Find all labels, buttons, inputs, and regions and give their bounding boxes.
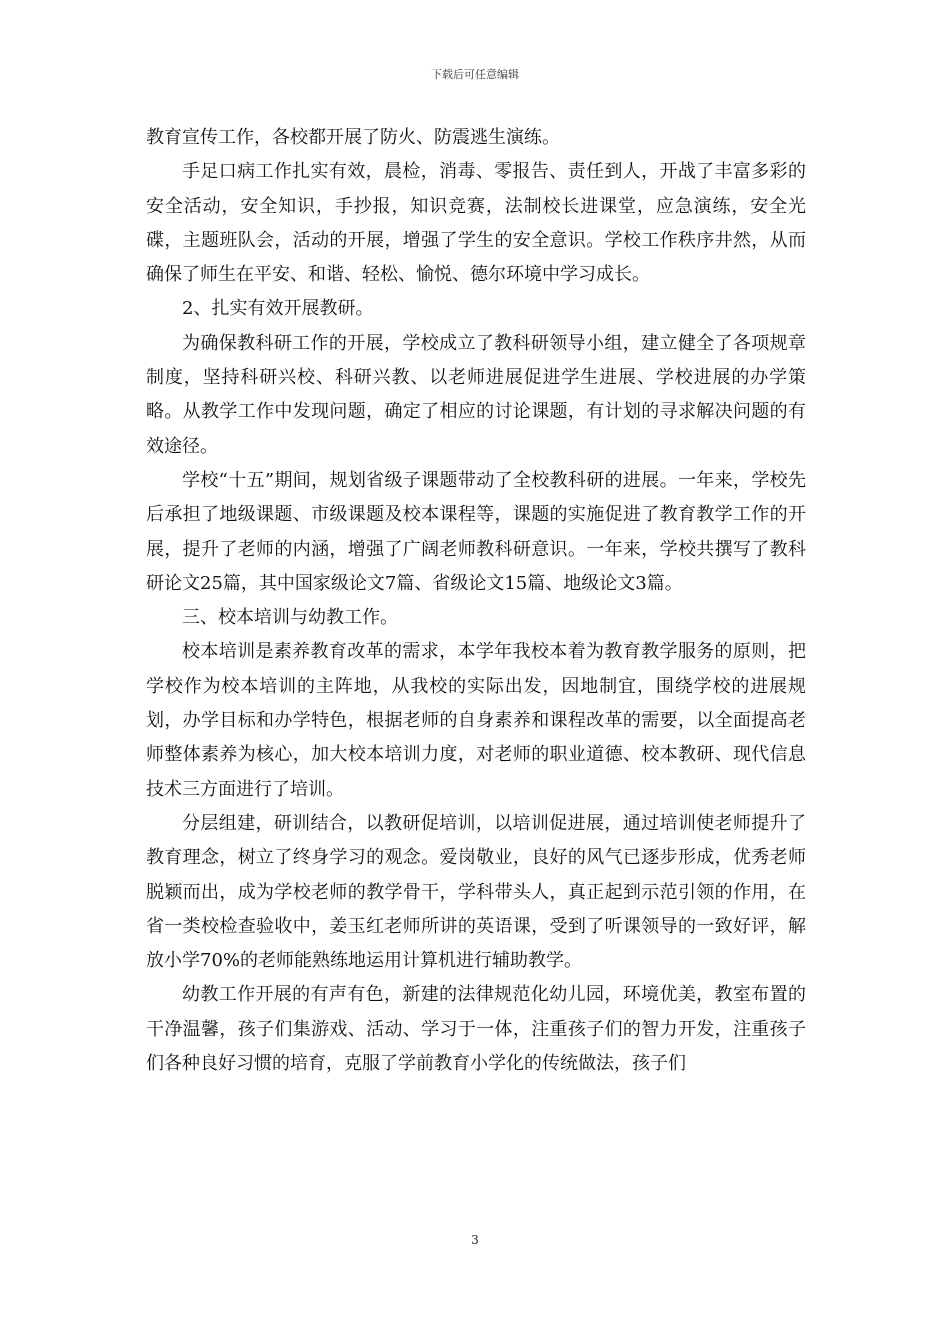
page-header: 下载后可任意编辑 <box>431 68 519 81</box>
paragraph-1: 教育宣传工作，各校都开展了防火、防震逃生演练。 <box>146 127 560 148</box>
paragraph-6-heading: 三、校本培训与幼教工作。 <box>182 607 398 629</box>
paragraph-4: 为确保教科研工作的开展，学校成立了教科研领导小组，建立健全了各项规章制度，坚持科研兴校、科研兴教、以老师进展促进学生进展、学校进展的办学策略。从教学工作中发现问题，确定了相应的讨论课题，有计划的寻求解决问题的有效途径。 <box>146 332 806 457</box>
paragraph-2: 手足口病工作扎实有效，晨检，消毒、零报告、责任到人，开战了丰富多彩的安全活动，安全知识，手抄报，知识竞赛，法制校长进课堂，应急演练，安全光碟，主题班队会，活动的开展，增强了学生的安全意识。学校工作秩序井然，从而确保了师生在平安、和谐、轻松、愉悦、德尔环境中学习成长。 <box>146 161 806 286</box>
document-body <box>146 121 806 1081</box>
paragraph-3-heading: 2、扎实有效开展教研。 <box>182 298 374 320</box>
paragraph-5: 学校“十五”期间，规划省级子课题带动了全校教科研的进展。一年来，学校先后承担了地级课题、市级课题及校本课程等，课题的实施促进了教育教学工作的开展，提升了老师的内涵，增强了广阔老师教科研意识。一年来，学校共撰写了教科研论文25篇，其中国家级论文7篇、省级论文15篇、地级论文3篇。 <box>146 469 806 594</box>
paragraph-8: 分层组建，研训结合，以教研促培训，以培训促进展，通过培训使老师提升了教育理念，树立了终身学习的观念。爱岗敬业，良好的风气已逐步形成，优秀老师脱颖而出，成为学校老师的教学骨干，学科带头人，真正起到示范引领的作用，在省一类校检查验收中，姜玉红老师所讲的英语课，受到了听课领导的一致好评，解放小学70%的老师能熟练地运用计算机进行辅助教学。 <box>146 812 806 972</box>
paragraph-9: 幼教工作开展的有声有色，新建的法律规范化幼儿园，环境优美，教室布置的干净温馨，孩子们集游戏、活动、学习于一体，注重孩子们的智力开发，注重孩子们各种良好习惯的培育，克服了学前教育小学化的传统做法，孩子们 <box>146 984 806 1075</box>
paragraph-7: 校本培训是素养教育改革的需求，本学年我校本着为教育教学服务的原则，把学校作为校本培训的主阵地，从我校的实际出发，因地制宜，围绕学校的进展规划，办学目标和办学特色，根据老师的自身素养和课程改革的需要，以全面提高老师整体素养为核心，加大校本培训力度，对老师的职业道德、校本教研、现代信息技术三方面进行了培训。 <box>146 641 806 800</box>
page-number: 3 <box>471 1233 479 1247</box>
